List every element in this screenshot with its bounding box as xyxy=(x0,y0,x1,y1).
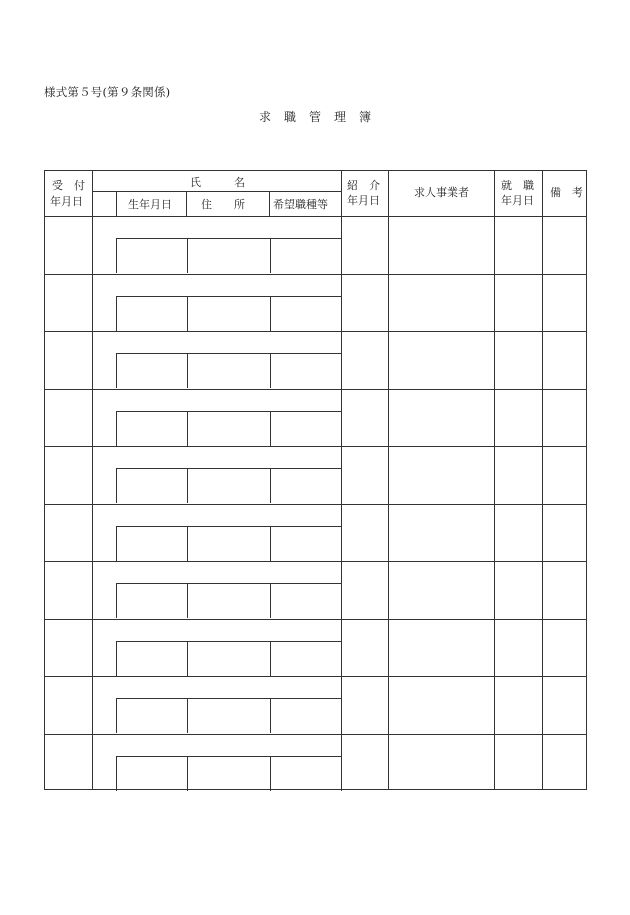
header-desired-job-label: 希望職種等 xyxy=(273,198,328,211)
form-number: 様式第５号(第９条関係) xyxy=(44,85,171,99)
table-row xyxy=(45,216,586,274)
seeker-detail-box xyxy=(116,698,342,733)
header-referral-date-label: 年月日 xyxy=(347,194,380,207)
detail-divider xyxy=(270,354,271,388)
detail-divider xyxy=(270,584,271,618)
job-seeker-ledger-table xyxy=(44,170,587,790)
row-separator xyxy=(45,504,586,505)
table-row xyxy=(45,389,586,447)
detail-divider xyxy=(270,699,271,733)
detail-divider xyxy=(187,757,188,791)
table-row xyxy=(45,619,586,677)
header-subdivider xyxy=(92,191,341,192)
header-employment-date-label: 年月日 xyxy=(501,194,534,207)
seeker-detail-box xyxy=(116,468,342,503)
detail-divider xyxy=(187,527,188,561)
detail-divider xyxy=(270,642,271,676)
header-subdivider xyxy=(186,191,187,216)
table-row xyxy=(45,734,586,792)
header-birth-date-label: 生年月日 xyxy=(128,198,172,211)
detail-divider xyxy=(187,412,188,446)
row-separator xyxy=(45,446,586,447)
header-address-label: 住 所 xyxy=(201,198,245,211)
row-separator xyxy=(45,676,586,677)
detail-divider xyxy=(270,757,271,791)
seeker-detail-box xyxy=(116,641,342,676)
row-separator xyxy=(45,561,586,562)
detail-divider xyxy=(270,297,271,331)
table-row xyxy=(45,331,586,389)
detail-divider xyxy=(187,469,188,503)
row-separator xyxy=(45,734,586,735)
row-separator xyxy=(45,216,586,217)
document-title: 求職管理簿 xyxy=(258,110,384,124)
seeker-detail-box xyxy=(116,296,342,331)
header-employer-label: 求人事業者 xyxy=(414,186,469,199)
detail-divider xyxy=(270,239,271,273)
detail-divider xyxy=(187,642,188,676)
detail-divider xyxy=(187,354,188,388)
header-receipt-date-label: 年月日 xyxy=(50,195,83,208)
detail-divider xyxy=(187,699,188,733)
seeker-detail-box xyxy=(116,756,342,791)
detail-divider xyxy=(270,412,271,446)
detail-divider xyxy=(187,239,188,273)
seeker-detail-box xyxy=(116,526,342,561)
header-subdivider xyxy=(116,191,117,216)
detail-divider xyxy=(187,297,188,331)
header-name-label: 氏 名 xyxy=(190,176,245,189)
table-row xyxy=(45,274,586,332)
seeker-detail-box xyxy=(116,353,342,388)
seeker-detail-box xyxy=(116,583,342,618)
detail-divider xyxy=(270,527,271,561)
table-row xyxy=(45,676,586,734)
seeker-detail-box xyxy=(116,411,342,446)
header-remarks-label: 備 考 xyxy=(550,186,583,199)
row-separator xyxy=(45,331,586,332)
detail-divider xyxy=(270,469,271,503)
seeker-detail-box xyxy=(116,238,342,273)
detail-divider xyxy=(187,584,188,618)
table-row xyxy=(45,561,586,619)
table-row xyxy=(45,446,586,504)
header-receipt-label: 受 付 xyxy=(52,179,85,192)
row-separator xyxy=(45,389,586,390)
row-separator xyxy=(45,619,586,620)
header-subdivider xyxy=(269,191,270,216)
table-row xyxy=(45,504,586,562)
header-referral-label: 紹 介 xyxy=(347,179,380,192)
header-employment-label: 就 職 xyxy=(501,179,534,192)
row-separator xyxy=(45,274,586,275)
